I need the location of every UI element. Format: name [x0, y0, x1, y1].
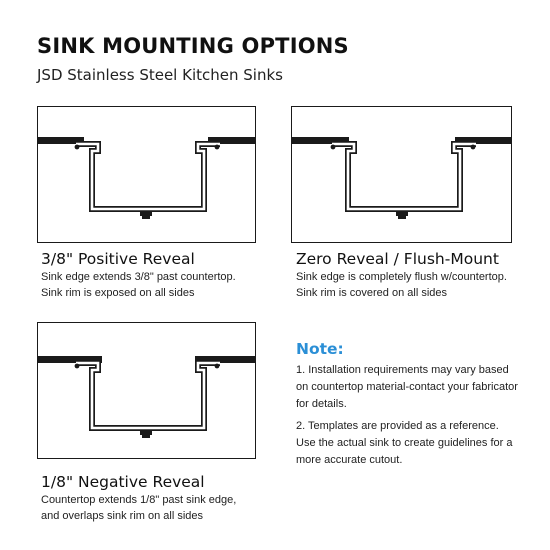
- sink-profile: [76, 363, 220, 428]
- drain-nut: [396, 212, 408, 216]
- page-subtitle: JSD Stainless Steel Kitchen Sinks: [37, 66, 283, 84]
- rim-marker-right: [215, 145, 220, 150]
- drain-nut-lower: [398, 216, 406, 219]
- drain-nut: [140, 212, 152, 216]
- rim-marker-right: [215, 364, 220, 369]
- positive-reveal-title: 3/8" Positive Reveal: [41, 250, 195, 268]
- rim-marker-left: [331, 145, 336, 150]
- zero-reveal-desc-line2: Sink rim is covered on all sides: [296, 287, 448, 299]
- rim-marker-left: [75, 364, 80, 369]
- positive-reveal-desc-line1: Sink edge extends 3/8" past countertop.: [41, 271, 236, 283]
- note-heading: Note:: [296, 340, 344, 358]
- zero-reveal-desc-line1: Sink edge is completely flush w/countertop.: [296, 271, 507, 283]
- negative-reveal-desc-line2: and overlaps sink rim on all sides: [41, 510, 204, 522]
- diagram-negative-reveal: [37, 322, 256, 459]
- negative-reveal-illustration: [38, 323, 255, 458]
- page-title: SINK MOUNTING OPTIONS: [37, 34, 349, 58]
- diagram-positive-reveal: [37, 106, 256, 243]
- note-item-2: 2. Templates are provided as a reference. Use the actual sink to create guidelines for a more accurate cutout.: [296, 420, 513, 466]
- drain-nut-lower: [142, 435, 150, 438]
- zero-reveal-illustration: [292, 107, 511, 242]
- sink-profile: [76, 144, 220, 209]
- zero-reveal-title: Zero Reveal / Flush-Mount: [296, 250, 499, 268]
- positive-reveal-illustration: [38, 107, 255, 242]
- note-item-1: 1. Installation requirements may vary based on countertop material-contact your fabricator for details.: [296, 364, 518, 410]
- rim-marker-left: [75, 145, 80, 150]
- rim-marker-right: [471, 145, 476, 150]
- diagram-zero-reveal: [291, 106, 512, 243]
- positive-reveal-desc-line2: Sink rim is exposed on all sides: [41, 287, 195, 299]
- drain-nut-lower: [142, 216, 150, 219]
- negative-reveal-desc-line1: Countertop extends 1/8" past sink edge,: [41, 494, 237, 506]
- sink-profile: [332, 144, 476, 209]
- drain-nut: [140, 431, 152, 435]
- negative-reveal-title: 1/8" Negative Reveal: [41, 473, 205, 491]
